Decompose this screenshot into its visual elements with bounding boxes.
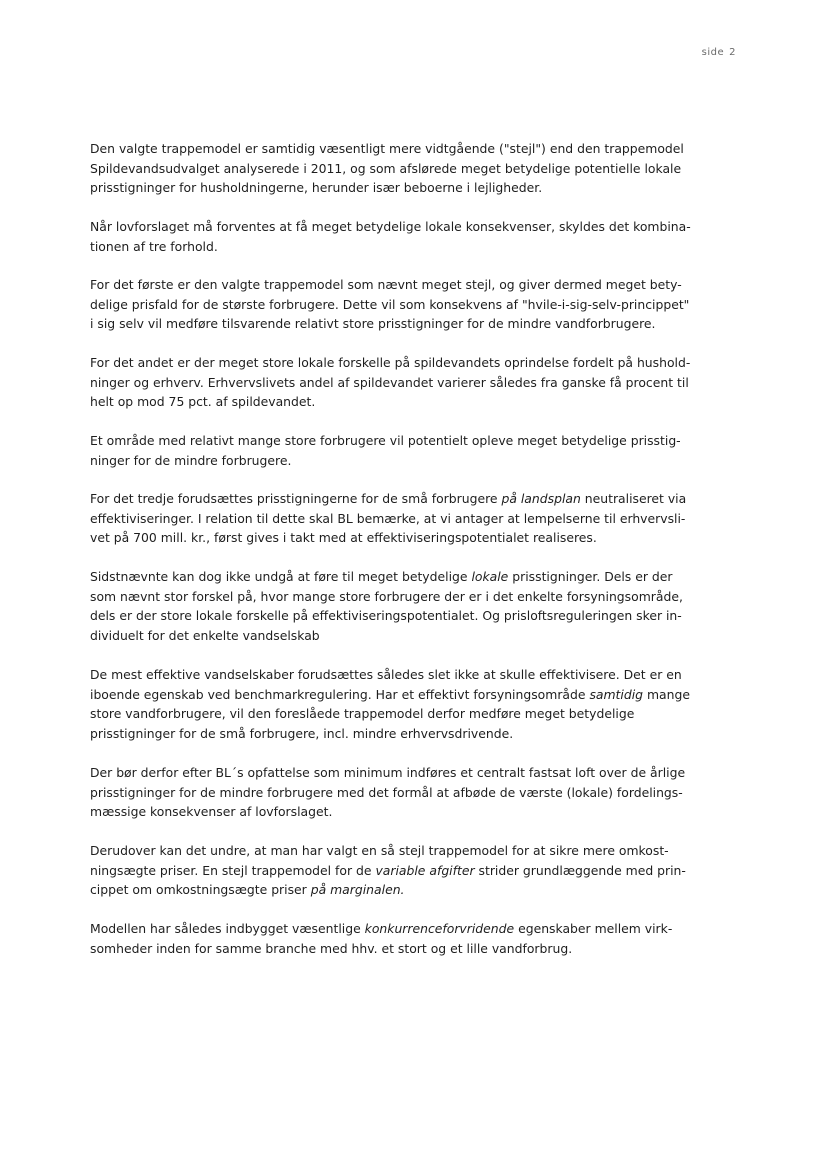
text-run: Der bør derfor efter BL´s opfattelse som minimum indføres et centralt fastsat loft over de årlige prisstigninger for de mindre forbrugere med det formål at afbøde de værste (lokale) fordelings- mæssige konsekvenser af lovforslaget.: [90, 765, 686, 820]
paragraph-7: [90, 567, 683, 645]
paragraph-2: [90, 217, 691, 256]
emphasized-text: lokale: [471, 569, 509, 584]
paragraph-8: [90, 665, 690, 743]
text-run: strider grundlæggende med prin- cippet om omkostningsægte priser: [90, 862, 686, 898]
page-number: [702, 47, 736, 58]
text-run: Modellen har således indbygget væsentlige: [90, 921, 365, 936]
text-run: egenskaber mellem virk- somheder inden for samme branche med hhv. et stort og et lille vandforbrug.: [90, 921, 673, 956]
paragraph-6: [90, 489, 686, 548]
text-run: Når lovforslaget må forventes at få meget betydelige lokale konsekvenser, skyldes det kombina- tionen af tre forhold.: [90, 219, 691, 254]
page-number-value: 2: [729, 47, 736, 58]
text-run: For det andet er der meget store lokale forskelle på spildevandets oprindelse fordelt på hushold- ninger og erhverv. Erhvervslivets andel af spildevandet varierer således fra ganske få procent til helt op mod 75 pct. af spildevandet.: [90, 355, 691, 410]
text-run: Sidstnævnte kan dog ikke undgå at føre til meget betydelige: [90, 569, 472, 584]
text-run: Den valgte trappemodel er samtidig væsentligt mere vidtgående ("stejl") end den trappemodel Spildevandsudvalget analyserede i 2011, og som afslørede meget betydelige potentielle lokale prisstigninger for husholdningerne, herunder især beboerne i lejligheder.: [90, 141, 684, 196]
paragraph-3: [90, 275, 689, 334]
paragraph-1: [90, 139, 684, 198]
text-run: De mest effektive vandselskaber forudsættes således slet ikke at skulle effektivisere. Det er en iboende egenskab ved benchmarkregulering. Har et effektivt forsyningsområde: [90, 667, 682, 702]
paragraph-5: [90, 431, 681, 470]
text-run: prisstigninger. Dels er der som nævnt stor forskel på, hvor mange store forbrugere der er i det enkelte forsyningsområde, dels er der store lokale forskelle på effektiviseringspotentialet. Og prisloftsreguleringen sker in- dividuelt for det enkelte vandselskab: [90, 569, 683, 643]
text-run: For det tredje forudsættes prisstigningerne for de små forbrugere: [90, 491, 502, 506]
text-run: neutraliseret via effektiviseringer. I relation til dette skal BL bemærke, at vi antager at lempelserne til erhvervsli- vet på 700 mill. kr., først gives i takt med at effektiviseringspotentialet realiseres.: [90, 491, 687, 546]
paragraph-4: [90, 353, 690, 412]
text-run: Derudover kan det undre, at man har valgt en så stejl trappemodel for at sikre mere omkost- ningsægte priser. En stejl trappemodel for de: [90, 843, 669, 878]
emphasized-text: samtidig: [589, 686, 644, 702]
page-number-word: side: [701, 47, 725, 58]
emphasized-text: på marginalen.: [310, 882, 405, 898]
text-run: Et område med relativt mange store forbrugere vil potentielt opleve meget betydelige prisstig- ninger for de mindre forbrugere.: [90, 433, 681, 468]
text-run: For det første er den valgte trappemodel som nævnt meget stejl, og giver dermed meget bety- delige prisfald for de største forbrugere. Dette vil som konsekvens af "hvile-i-sig-selv-princippet" i sig selv vil medføre tilsvarende relativt store prisstigninger for de mindre vandforbrugere.: [90, 277, 690, 332]
paragraph-11: [90, 919, 672, 958]
paragraph-9: [90, 763, 685, 822]
emphasized-text: variable afgifter: [375, 862, 475, 878]
paragraph-10: [90, 841, 686, 900]
emphasized-text: på landsplan: [501, 491, 581, 506]
text-run: mange store vandforbrugere, vil den foreslåede trappemodel derfor medføre meget betydelige prisstigninger for de små forbrugere, incl. mindre erhvervsdrivende.: [90, 686, 690, 741]
emphasized-text: konkurrenceforvridende: [364, 921, 515, 936]
